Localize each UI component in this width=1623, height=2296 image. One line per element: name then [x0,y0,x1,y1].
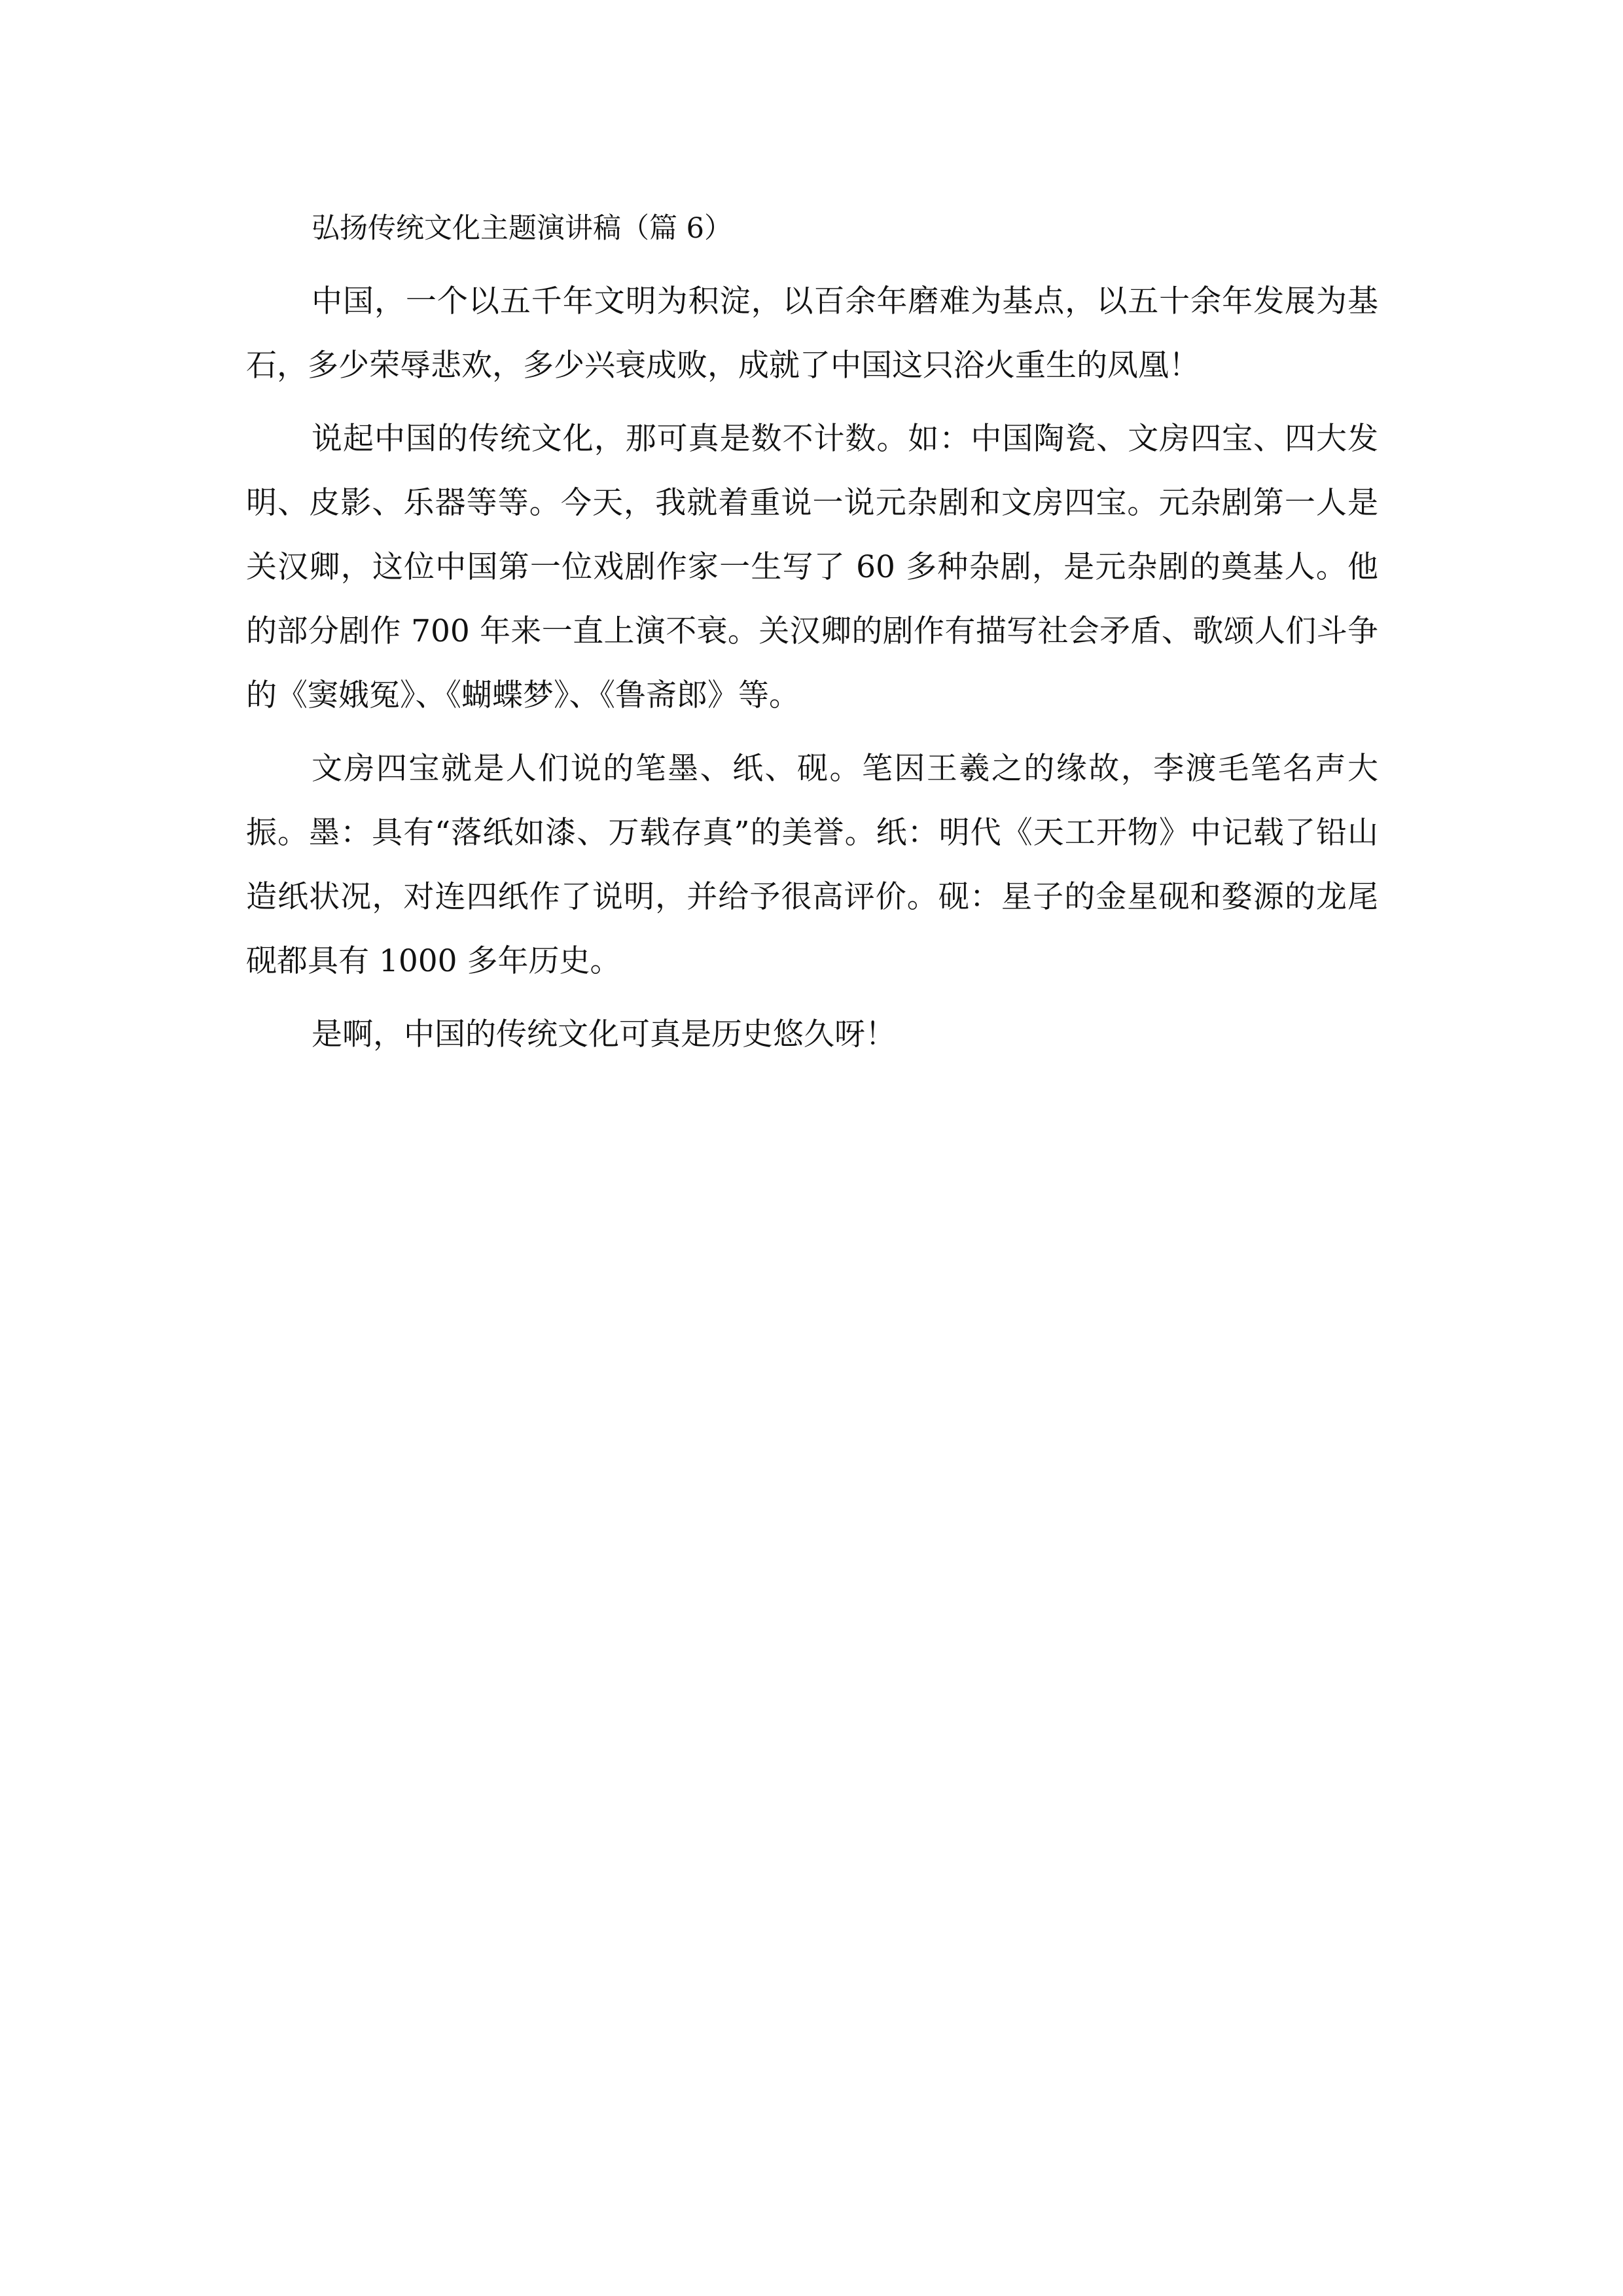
paragraph-four-treasures: 文房四宝就是人们说的笔墨、纸、砚。笔因王羲之的缘故，李渡毛笔名声大振。墨：具有“落纸如漆、万载存真”的美誉。纸：明代《天工开物》中记载了铅山造纸状况，对连四纸作了说明，并给予很高评价。砚：星子的金星砚和婺源的龙尾砚都具有 1000 多年历史。 [246,751,1378,979]
document-body [246,196,1378,1076]
paragraph-conclusion: 是啊，中国的传统文化可真是历史悠久呀！ [312,1016,896,1052]
document-title: 弘扬传统文化主题演讲稿（篇 6） [312,212,733,245]
paragraph-intro: 中国，一个以五千年文明为积淀，以百余年磨难为基点，以五十余年发展为基石，多少荣辱悲欢，多少兴衰成败，成就了中国这只浴火重生的凤凰！ [246,283,1378,384]
paragraph-traditional-culture: 说起中国的传统文化，那可真是数不计数。如：中国陶瓷、文房四宝、四大发明、皮影、乐器等等。今天，我就着重说一说元杂剧和文房四宝。元杂剧第一人是关汉卿，这位中国第一位戏剧作家一生写了 60 多种杂剧，是元杂剧的奠基人。他的部分剧作 700 年来一直上演不衰。关汉卿的剧作有描写社会矛盾、歌颂人们斗争的《窦娥冤》、《蝴蝶梦》、《鲁斋郎》等。 [246,421,1378,713]
